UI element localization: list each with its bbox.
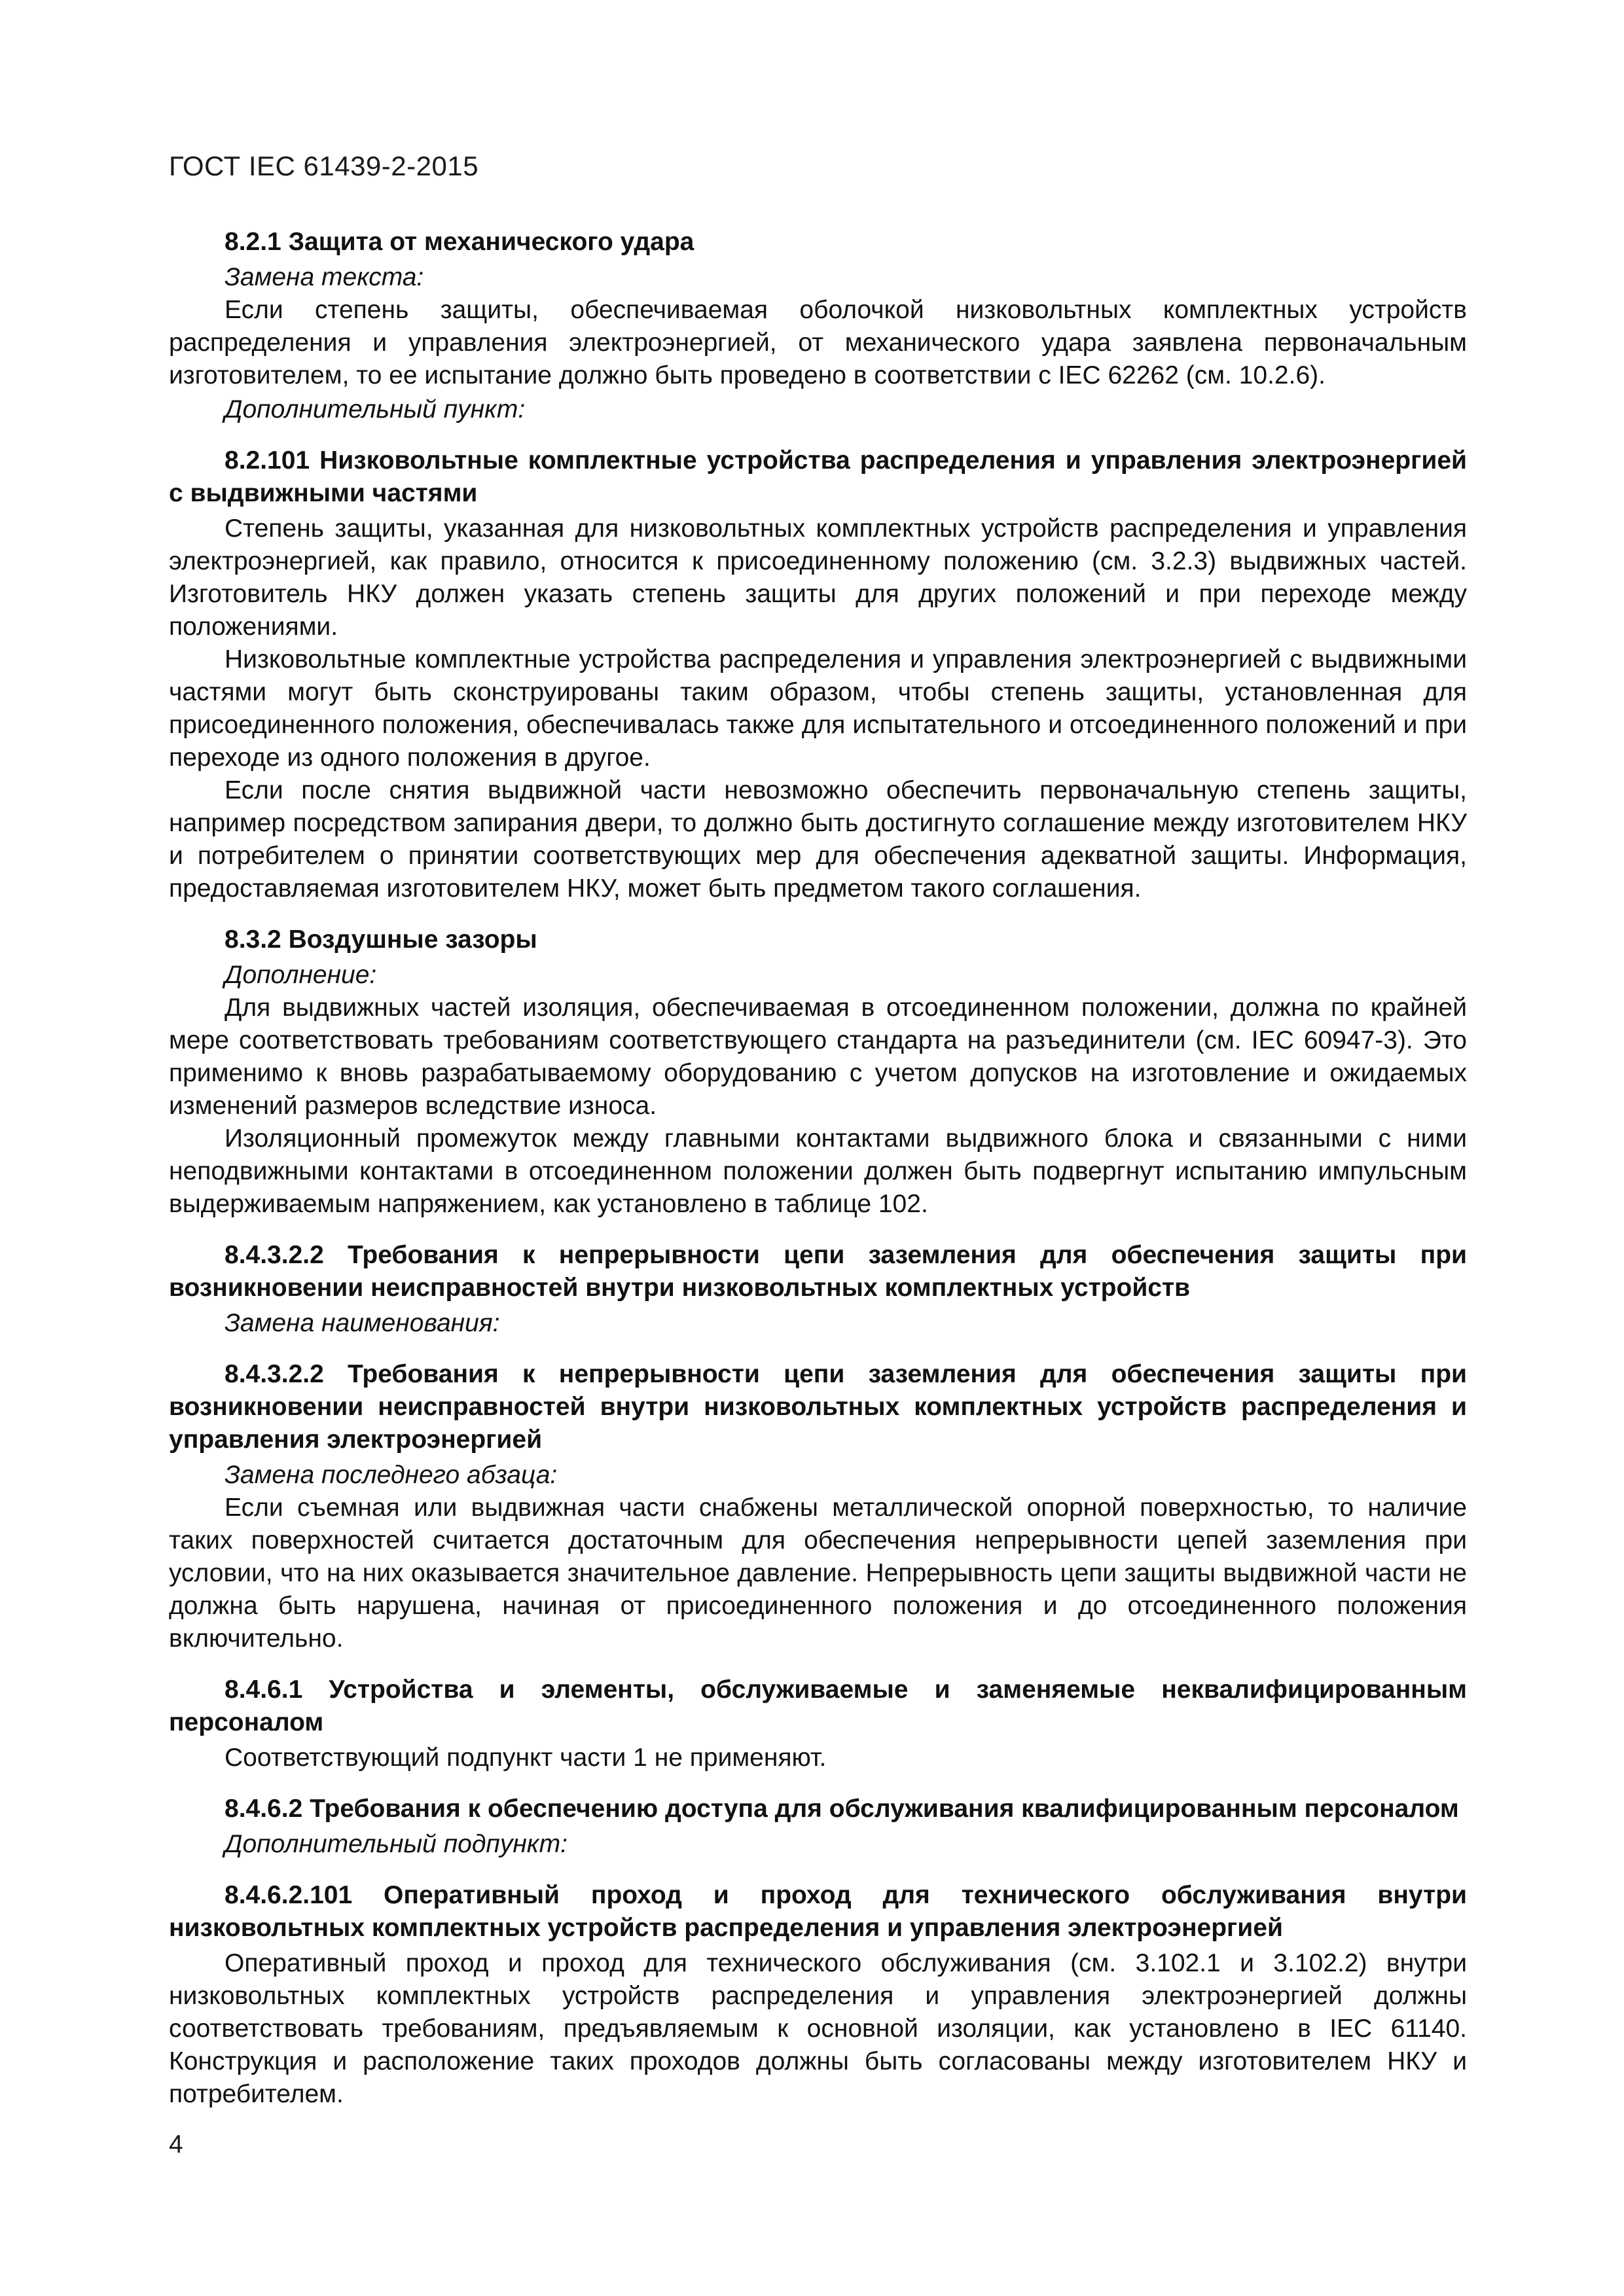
paragraph: Оперативный проход и проход для технического обслуживания (см. 3.102.1 и 3.102.2) внутри низковольтных комплектных устройств распределения и управления электроэнергией должны соответствовать требованиям, предъявляемым к основной изоляции, как установлено в IEC 61140. Конструкция и расположение таких проходов должны быть согласованы между изготовителем НКУ и потребителем. bbox=[169, 1949, 1467, 2108]
section-heading: 8.4.6.2 Требования к обеспечению доступа для обслуживания квалифицированным персоналом bbox=[225, 1795, 1459, 1823]
page-number: 4 bbox=[169, 2130, 183, 2159]
section-heading: 8.4.3.2.2 Требования к непрерывности цепи заземления для обеспечения защиты при возникновении неисправностей внутри низковольтных комплектных устройств bbox=[169, 1241, 1467, 1302]
section-heading: 8.2.1 Защита от механического удара bbox=[225, 228, 695, 256]
section-note: Дополнительный пункт: bbox=[225, 395, 526, 423]
paragraph: Если съемная или выдвижная части снабжены металлической опорной поверхностью, то наличие таких поверхностей считается достаточным для обеспечения непрерывности цепей заземления при условии, что на них оказывается значительное давление. Непрерывность цепи защиты выдвижной части не должна быть нарушена, начиная от присоединенного положения и до отсоединенного положения включительно. bbox=[169, 1494, 1467, 1653]
section-note: Замена последнего абзаца: bbox=[225, 1461, 558, 1489]
paragraph: Если степень защиты, обеспечиваемая оболочкой низковольтных комплектных устройств распределения и управления электроэнергией, от механического удара заявлена первоначальным изготовителем, то ее испытание должно быть проведено в соответствии с IEC 62262 (см. 10.2.6). bbox=[169, 296, 1467, 389]
document-body bbox=[169, 226, 1467, 2111]
paragraph: Степень защиты, указанная для низковольтных комплектных устройств распределения и управления электроэнергией, как правило, относится к присоединенному положению (см. 3.2.3) выдвижных частей. Изготовитель НКУ должен указать степень защиты для других положений и при переходе между положениями. bbox=[169, 514, 1467, 641]
section-note: Дополнение: bbox=[225, 961, 377, 989]
section-heading: 8.4.6.1 Устройства и элементы, обслуживаемые и заменяемые неквалифицированным персоналом bbox=[169, 1676, 1467, 1736]
paragraph: Низковольтные комплектные устройства распределения и управления электроэнергией с выдвижными частями могут быть сконструированы таким образом, чтобы степень защиты, установленная для присоединенного положения, обеспечивалась также для испытательного и отсоединенного положений и при переходе из одного положения в другое. bbox=[169, 645, 1467, 772]
document-code: ГОСТ IEC 61439-2-2015 bbox=[169, 151, 479, 181]
paragraph: Если после снятия выдвижной части невозможно обеспечить первоначальную степень защиты, например посредством запирания двери, то должно быть достигнуто соглашение между изготовителем НКУ и потребителем о принятии соответствующих мер для обеспечения адекватной защиты. Информация, предоставляемая изготовителем НКУ, может быть предметом такого соглашения. bbox=[169, 776, 1467, 903]
section-heading: 8.2.101 Низковольтные комплектные устройства распределения и управления электроэнергией с выдвижными частями bbox=[169, 446, 1467, 507]
section-heading: 8.4.3.2.2 Требования к непрерывности цепи заземления для обеспечения защиты при возникновении неисправностей внутри низковольтных комплектных устройств распределения и управления электроэнергией bbox=[169, 1360, 1467, 1454]
paragraph: Изоляционный промежуток между главными контактами выдвижного блока и связанными с ними неподвижными контактами в отсоединенном положении должен быть подвергнут испытанию импульсным выдерживаемым напряжением, как установлено в таблице 102. bbox=[169, 1124, 1467, 1218]
section-note: Замена текста: bbox=[225, 263, 424, 291]
paragraph: Для выдвижных частей изоляция, обеспечиваемая в отсоединенном положении, должна по крайней мере соответствовать требованиям соответствующего стандарта на разъединители (см. IEC 60947-3). Это применимо к вновь разрабатываемому оборудованию с учетом допусков на изготовление и ожидаемых изменений размеров вследствие износа. bbox=[169, 994, 1467, 1120]
paragraph: Соответствующий подпункт части 1 не применяют. bbox=[225, 1744, 827, 1772]
section-note: Замена наименования: bbox=[225, 1309, 500, 1337]
section-heading: 8.3.2 Воздушные зазоры bbox=[225, 925, 537, 954]
section-heading: 8.4.6.2.101 Оперативный проход и проход для технического обслуживания внутри низковольтных комплектных устройств распределения и управления электроэнергией bbox=[169, 1881, 1467, 1942]
section-note: Дополнительный подпункт: bbox=[225, 1830, 568, 1858]
